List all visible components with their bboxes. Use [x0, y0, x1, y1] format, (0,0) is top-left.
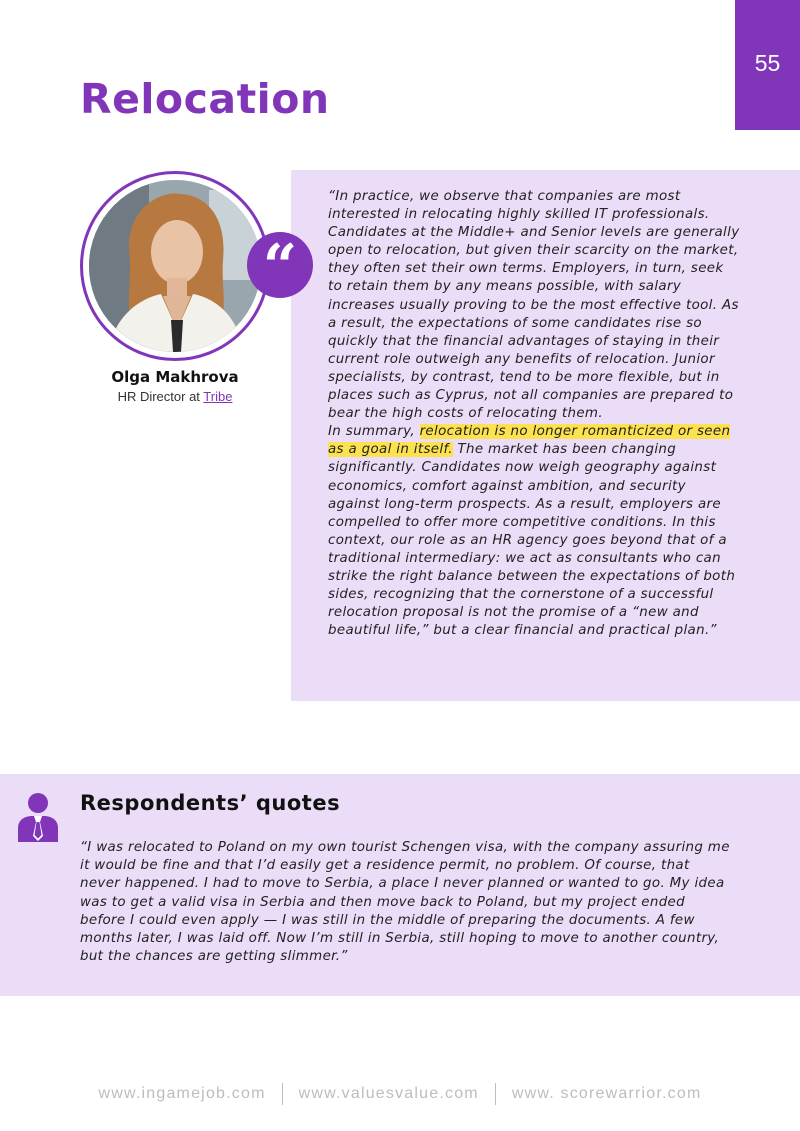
respondent-quote: “I was relocated to Poland on my own tourist Schengen visa, with the company assuring me it would be fine and that I’d easily get a residence permit, no problem. Of course, that never happened. I had to move to Serbia, a place I never planned or wanted to go. My idea was to get a valid visa in Serbia and then move back to Poland, but my project ended before I could even apply — I was still in the middle of preparing the documents. A few months later, I was laid off. Now I’m still in Serbia, still hoping to move to another country, but the chances are getting slimmer.”	[80, 840, 730, 965]
quote-text-segment: The market has been changing significantly. Candidates now weigh geography against economics, comfort against ambition, and security against long-term prospects. As a result, employers are compelled to offer more competitive conditions. In this context, our role as an HR agency goes beyond that of a traditional intermediary: we act as consultants who can strike the right balance between the expectations of both sides, recognizing that the cornerstone of a successful relocation proposal is not the promise of a “new and beautiful life,” but a clear financial and practical plan.”	[328, 442, 736, 639]
footer-links	[0, 1083, 800, 1105]
expert-name: Olga Makhrova	[111, 368, 239, 386]
portrait-illustration	[89, 180, 261, 352]
page-number: 55	[754, 50, 781, 76]
quote-text-segment: In summary,	[328, 424, 420, 440]
expert-quote	[328, 188, 740, 640]
footer-link-ingamejob[interactable]: www.ingamejob.com	[98, 1085, 266, 1103]
footer-link-valuesvalue[interactable]: www.valuesvalue.com	[298, 1085, 479, 1103]
respondent-person-icon	[16, 792, 60, 842]
expert-role	[80, 389, 270, 404]
expert-quote-paragraph-2	[328, 423, 740, 640]
page-title: Relocation	[80, 75, 330, 123]
page-number-tab	[735, 0, 800, 130]
footer-divider	[495, 1083, 496, 1105]
quote-mark-icon	[247, 232, 313, 302]
expert-avatar	[80, 171, 270, 361]
expert-role-title: HR Director at	[117, 389, 204, 404]
expert-quote-paragraph-1: “In practice, we observe that companies are most interested in relocating highly skilled IT professionals. Candidates at the Middle+ and Senior levels are generally open to relocation, but given their scarcity on the market, they often set their own terms. Employers, in turn, seek to retain them by any means possible, with salary increases usually proving to be the most effective tool. As a result, the expectations of some candidates rise so quickly that the financial advantages of staying in their current role outweigh any benefits of relocation. Junior specialists, by contrast, tend to be more flexible, but in places such as Cyprus, not all companies are prepared to bear the high costs of relocating them.	[328, 189, 740, 422]
footer-link-scorewarrior[interactable]: www. scorewarrior.com	[511, 1085, 702, 1103]
company-link[interactable]: Tribe	[203, 389, 233, 404]
highlighted-phrase: relocation is no longer romanticized or seen as a goal in itself.	[328, 424, 731, 458]
footer-divider	[282, 1083, 283, 1105]
expert-photo	[89, 180, 261, 352]
quote-mark: “	[262, 232, 298, 302]
respondents-title: Respondents’ quotes	[80, 791, 341, 815]
